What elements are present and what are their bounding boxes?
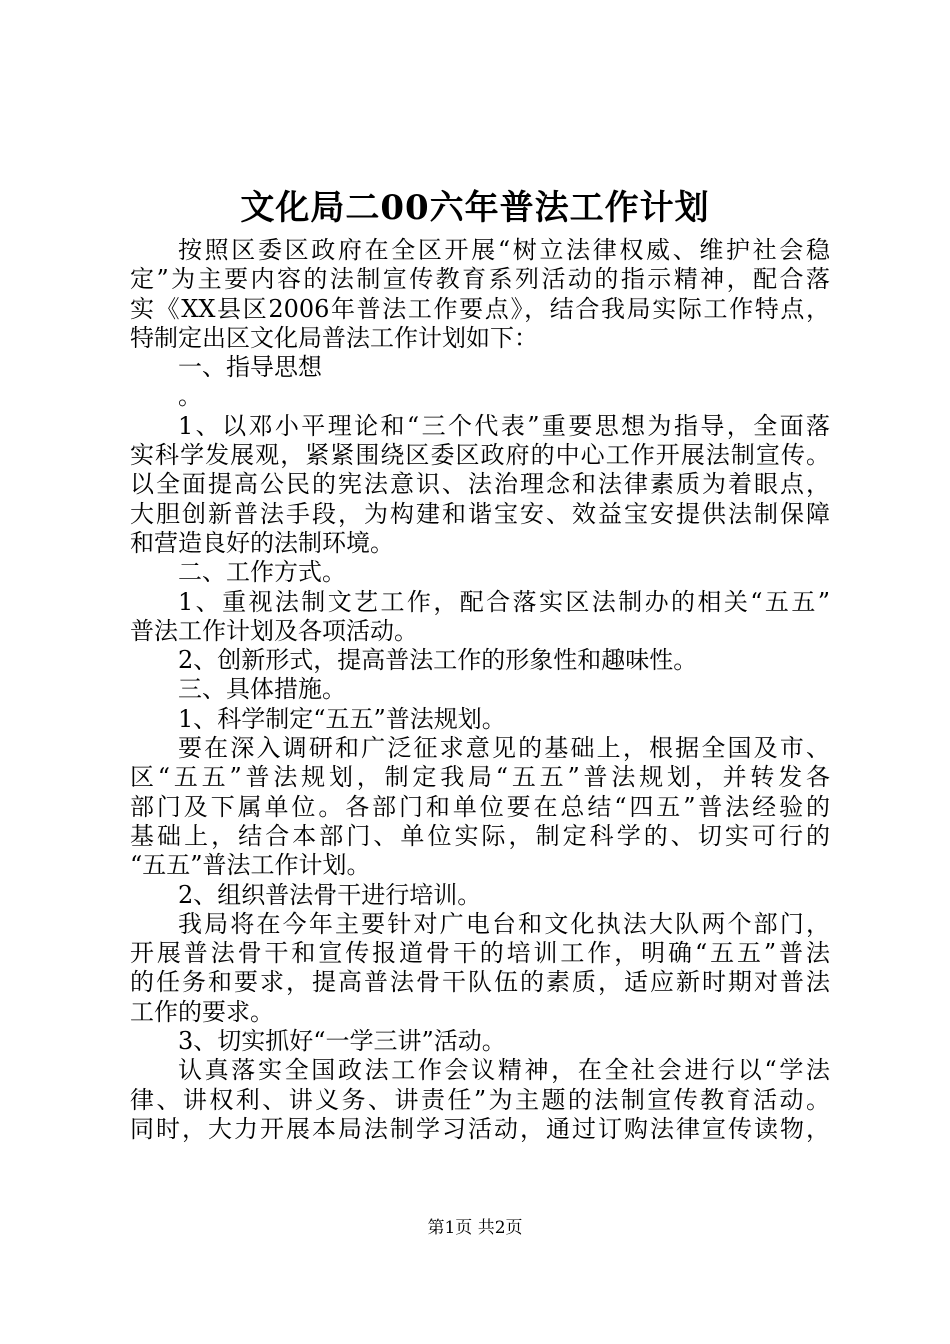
paragraph-line: 以全面提高公民的宪法意识、法治理念和法律素质为着眼点，	[130, 470, 830, 499]
paragraph-line: 实《XX县区2006年普法工作要点》，结合我局实际工作特点，	[130, 294, 830, 323]
document-body	[130, 236, 830, 1144]
paragraph-line: 1、重视法制文艺工作，配合落实区法制办的相关“五五”	[178, 587, 830, 616]
paragraph-line: 工作的要求。	[130, 997, 274, 1026]
paragraph-line: “五五”普法工作计划。	[130, 851, 371, 880]
paragraph-line: 同时，大力开展本局法制学习活动，通过订购法律宣传读物，	[130, 1114, 830, 1143]
paragraph-line: 基础上，结合本部门、单位实际，制定科学的、切实可行的	[130, 821, 830, 850]
subsection-heading: 1、科学制定“五五”普法规划。	[178, 704, 506, 733]
section-heading: 二、工作方式。	[178, 558, 346, 587]
paragraph-line: 部门及下属单位。各部门和单位要在总结“四五”普法经验的	[130, 792, 830, 821]
paragraph-line: 特制定出区文化局普法工作计划如下：	[130, 323, 538, 352]
subsection-heading: 3、切实抓好“一学三讲”活动。	[178, 1027, 506, 1056]
paragraph-line: 大胆创新普法手段，为构建和谐宝安、效益宝安提供法制保障	[130, 499, 830, 528]
paragraph-line: 2、创新形式，提高普法工作的形象性和趣味性。	[178, 646, 698, 675]
paragraph-line: 我局将在今年主要针对广电台和文化执法大队两个部门，	[178, 909, 830, 938]
paragraph-line: 定”为主要内容的法制宣传教育系列活动的指示精神，配合落	[130, 265, 830, 294]
paragraph-line: 区“五五”普法规划，制定我局“五五”普法规划，并转发各	[130, 763, 830, 792]
paragraph-line: 认真落实全国政法工作会议精神，在全社会进行以“学法	[178, 1056, 830, 1085]
page-number: 第1页 共2页	[427, 1218, 523, 1238]
paragraph-line: 的任务和要求，提高普法骨干队伍的素质，适应新时期对普法	[130, 968, 830, 997]
paragraph-line: 要在深入调研和广泛征求意见的基础上，根据全国及市、	[178, 734, 830, 763]
paragraph-line: 律、讲权利、讲义务、讲责任”为主题的法制宣传教育活动。	[130, 1085, 830, 1114]
document-title: 文化局二00六年普法工作计划	[240, 188, 710, 228]
paragraph-line: 和营造良好的法制环境。	[130, 528, 394, 557]
subsection-heading: 2、组织普法骨干进行培训。	[178, 880, 482, 909]
paragraph-line: 按照区委区政府在全区开展“树立法律权威、维护社会稳	[178, 236, 830, 264]
paragraph-line: 。	[178, 382, 202, 411]
paragraph-line: 普法工作计划及各项活动。	[130, 616, 418, 645]
paragraph-line: 实科学发展观，紧紧围绕区委区政府的中心工作开展法制宣传。	[130, 441, 830, 470]
section-heading: 一、指导思想	[178, 353, 322, 382]
paragraph-line: 1、以邓小平理论和“三个代表”重要思想为指导，全面落	[178, 411, 830, 440]
paragraph-line: 开展普法骨干和宣传报道骨干的培训工作，明确“五五”普法	[130, 939, 830, 968]
section-heading: 三、具体措施。	[178, 675, 346, 704]
